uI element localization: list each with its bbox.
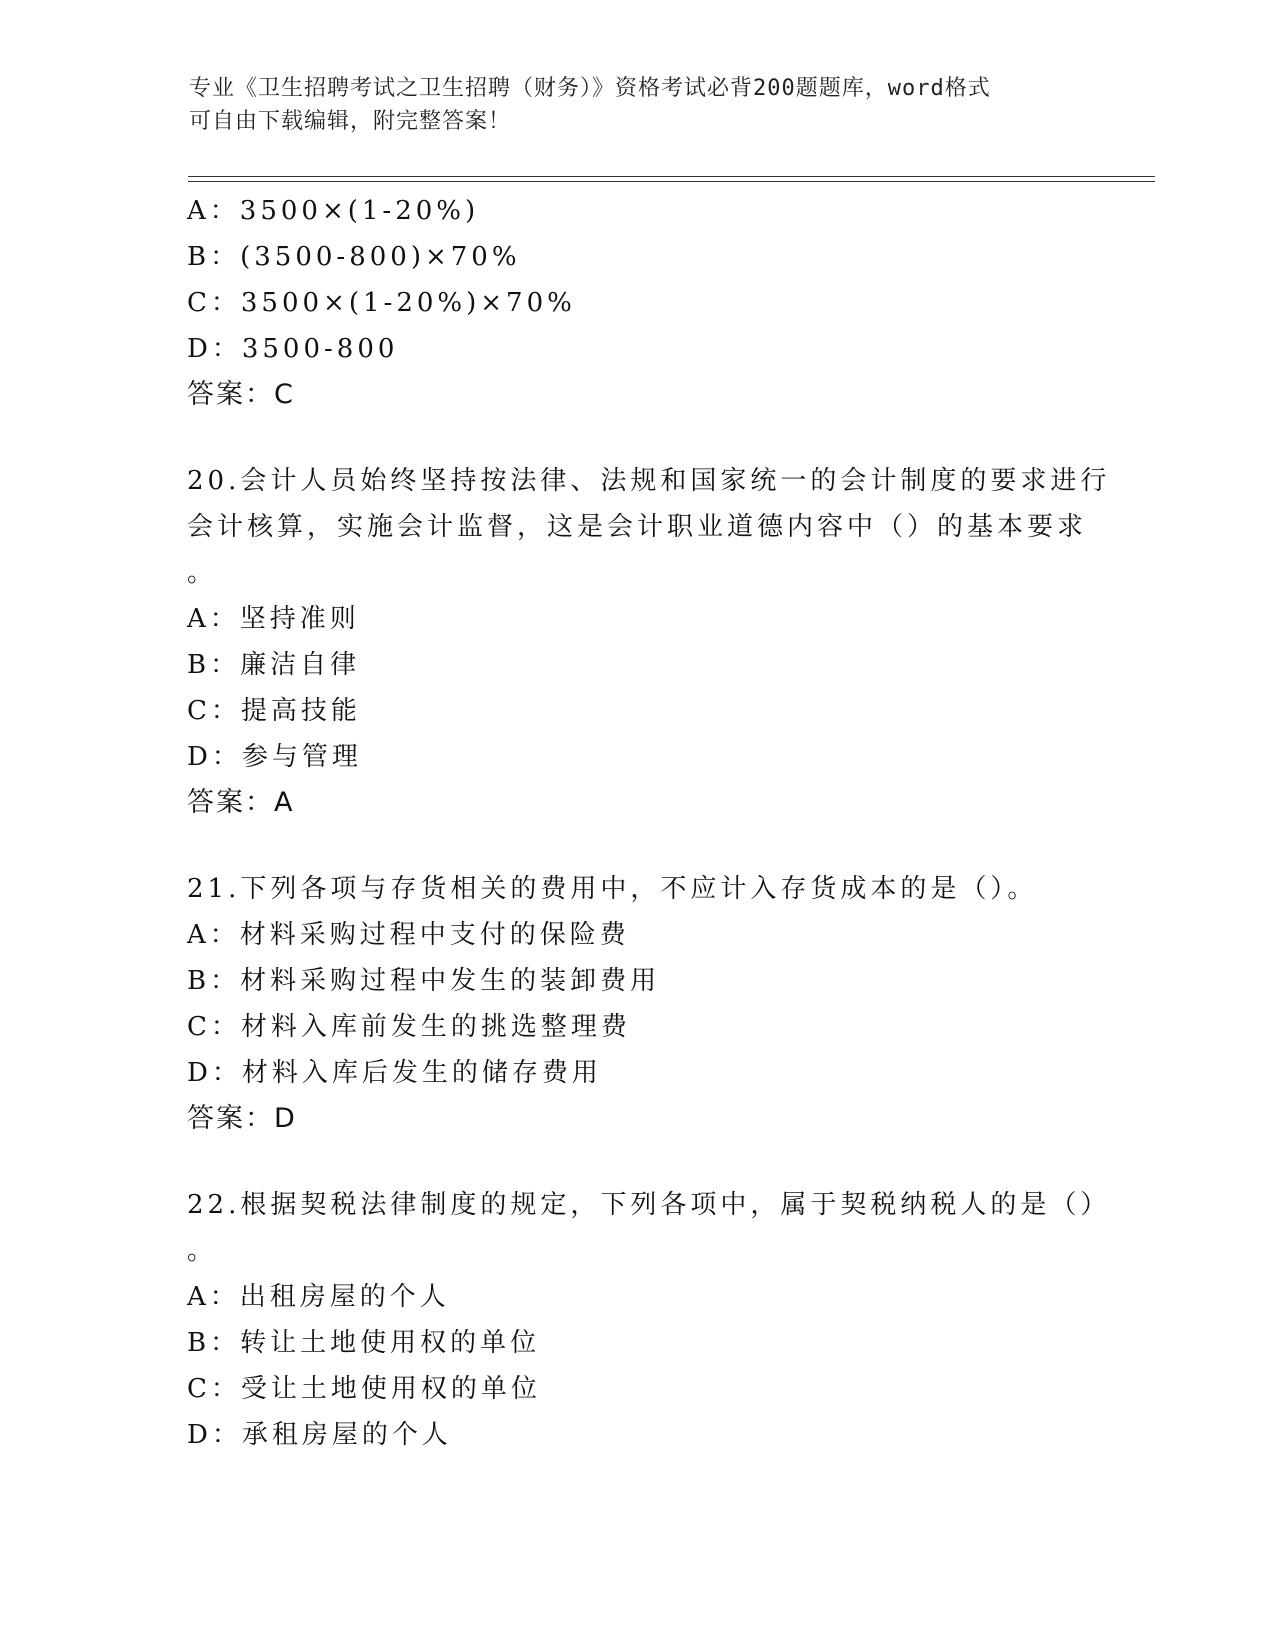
question-stem-line-1: 22.根据契税法律制度的规定，下列各项中，属于契税纳税人的是（）	[187, 1190, 1111, 1220]
option-b: B：廉洁自律	[187, 650, 361, 680]
answer-line: 答案：D	[187, 1103, 297, 1134]
question-stem-line-2: 。	[187, 1236, 218, 1266]
option-d: D：承租房屋的个人	[187, 1420, 452, 1450]
option-d: D：材料入库后发生的储存费用	[187, 1058, 602, 1088]
option-c: C：材料入库前发生的挑选整理费	[187, 1012, 631, 1042]
option-c: C：受让土地使用权的单位	[187, 1374, 541, 1404]
option-b: B：(3500-800)×70%	[187, 242, 521, 272]
option-d: D：参与管理	[187, 742, 362, 772]
option-a: A：3500×(1-20%)	[187, 196, 480, 226]
option-b: B：材料采购过程中发生的装卸费用	[187, 966, 661, 996]
option-c: C：3500×(1-20%)×70%	[187, 288, 576, 318]
question-stem-line-2: 会计核算，实施会计监督，这是会计职业道德内容中（）的基本要求	[187, 512, 1088, 542]
answer-line: 答案：C	[187, 379, 295, 410]
question-22	[187, 1182, 1111, 1458]
question-list	[187, 188, 1111, 1458]
option-b: B：转让土地使用权的单位	[187, 1328, 541, 1358]
header-line-1: 专业《卫生招聘考试之卫生招聘（财务）》资格考试必背200题题库，word格式	[189, 76, 991, 101]
option-a: A：出租房屋的个人	[187, 1282, 450, 1312]
question-stem-line-1: 21.下列各项与存货相关的费用中，不应计入存货成本的是（）。	[187, 874, 1038, 904]
document-header	[189, 72, 1089, 138]
question-stem-line-3: 。	[187, 558, 218, 588]
question-20	[187, 458, 1111, 826]
option-a: A：坚持准则	[187, 604, 360, 634]
question-19	[187, 188, 1087, 418]
option-a: A：材料采购过程中支付的保险费	[187, 920, 630, 950]
header-line-2: 可自由下载编辑，附完整答案！	[189, 109, 512, 134]
question-21	[187, 866, 1087, 1142]
answer-line: 答案：A	[187, 787, 295, 818]
header-divider-bottom	[188, 181, 1155, 182]
option-d: D：3500-800	[187, 334, 399, 364]
option-c: C：提高技能	[187, 696, 361, 726]
question-stem-line-1: 20.会计人员始终坚持按法律、法规和国家统一的会计制度的要求进行	[187, 466, 1111, 496]
header-divider-top	[188, 176, 1155, 177]
